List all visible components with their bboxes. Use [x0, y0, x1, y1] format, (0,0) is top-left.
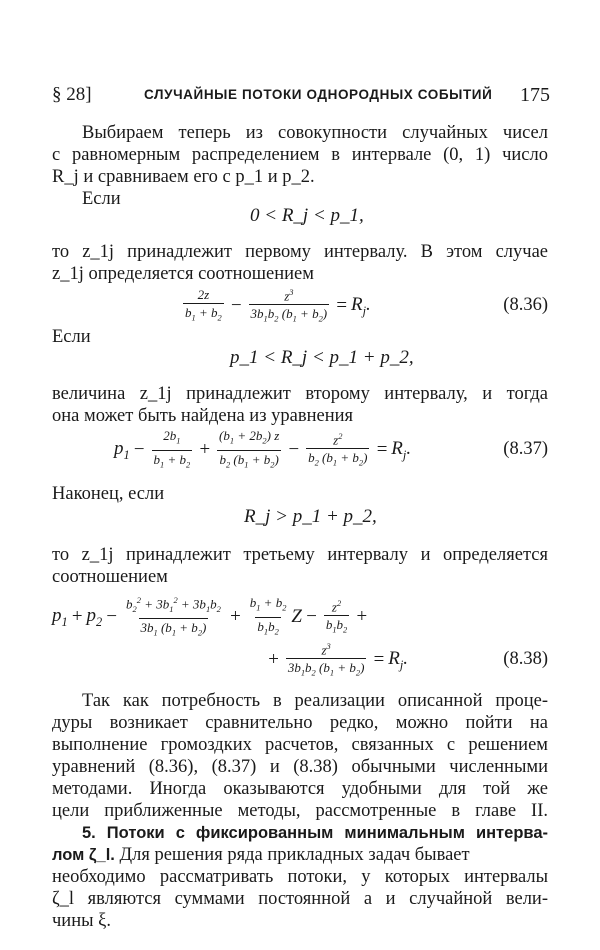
text-line: уравнений (8.36), (8.37) и (8.38) обычными численными	[52, 757, 548, 777]
equation-8-38-line1	[52, 594, 548, 638]
text-line: то z_1j принадлежит первому интервалу. В этом случае	[52, 242, 548, 262]
running-header	[52, 84, 550, 110]
text-line: с равномерным распределением в интервале (0, 1) число	[52, 145, 548, 165]
equation-8-36	[52, 286, 548, 326]
text-line: Так как потребность в реализации описанной проце-	[82, 691, 548, 711]
section-ref: § 28]	[52, 84, 92, 105]
equation-body: $p_1$ + $p_2$ − $\frac{b_2^2 + 3b_1^2 + 3b_1b_2}{3b_1 (b_1 + b_2)}$ + $\frac{b_1 + b_2}{b_1b_2}$ Z − $\frac{z^2}{b_1b_2}$ +	[52, 597, 371, 637]
text-line: ζ_l являются суммами постоянной a и случайной вели-	[52, 889, 548, 909]
equation-label: (8.37)	[503, 439, 548, 459]
text-line: необходимо рассматривать потоки, у которых интервалы	[52, 867, 548, 887]
text-line: Если	[52, 327, 91, 347]
text-line: величина z_1j принадлежит второму интервалу, и тогда	[52, 384, 548, 404]
equation-8-37	[52, 427, 548, 470]
chapter-title: СЛУЧАЙНЫЕ ПОТОКИ ОДНОРОДНЫХ СОБЫТИЙ	[144, 87, 493, 102]
text-line: Наконец, если	[52, 484, 165, 504]
text-line: z_1j определяется соотношением	[52, 264, 314, 284]
text-line: дуры возникает сравнительно редко, можно пойти на	[52, 713, 548, 733]
equation-8-38-line2	[52, 640, 548, 680]
text-line: цели приближенные методы, рассмотренные в главе II.	[52, 801, 548, 821]
text-line: то z_1j принадлежит третьему интервалу и определяется	[52, 545, 548, 565]
text-line: соотношением	[52, 567, 168, 587]
section-heading-text: лом ζ_l.	[52, 846, 115, 864]
condition-formula-1: 0 < R_j < p_1,	[250, 205, 364, 226]
text-line: чины ξ.	[52, 911, 112, 931]
text-line: R_j и сравниваем его с p_1 и p_2.	[52, 167, 315, 187]
text-line: Если	[82, 189, 121, 209]
page-number: 175	[520, 84, 550, 106]
equation-label: (8.38)	[503, 649, 548, 669]
equation-body: $\frac{2z}{b_1 + b_2}$ − $\frac{z^3}{3b_1b_2 (b_1 + b_2)}$ = $R_j$.	[180, 286, 371, 326]
equation-label: (8.36)	[503, 295, 548, 315]
text-line: методами. Иногда оказываются удобными для той же	[52, 779, 548, 799]
equation-body: + $\frac{z^3}{3b_1b_2 (b_1 + b_2)}$ = $R_j$.	[264, 640, 408, 680]
section-heading-text: 5. Потоки с фиксированным минимальным интерва-	[82, 824, 548, 842]
text-line: выполнение громоздких расчетов, связанных с решением	[52, 735, 548, 755]
equation-body: $p_1$ − $\frac{2b_1}{b_1 + b_2}$ + $\frac{(b_1 + 2b_2) z}{b_2 (b_1 + b_2)}$ − $\frac{z^2}{b_2 (b_1 + b_2)}$ = $R_j$.	[114, 430, 411, 470]
section-heading	[52, 822, 548, 844]
condition-formula-3: R_j > p_1 + p_2,	[244, 506, 377, 527]
text-line: лом ζ_l. Для решения ряда прикладных задач бывает	[52, 845, 470, 865]
text-line: Выбираем теперь из совокупности случайных чисел	[82, 123, 548, 143]
condition-formula-2: p_1 < R_j < p_1 + p_2,	[230, 347, 414, 368]
text-line: она может быть найдена из уравнения	[52, 406, 354, 426]
